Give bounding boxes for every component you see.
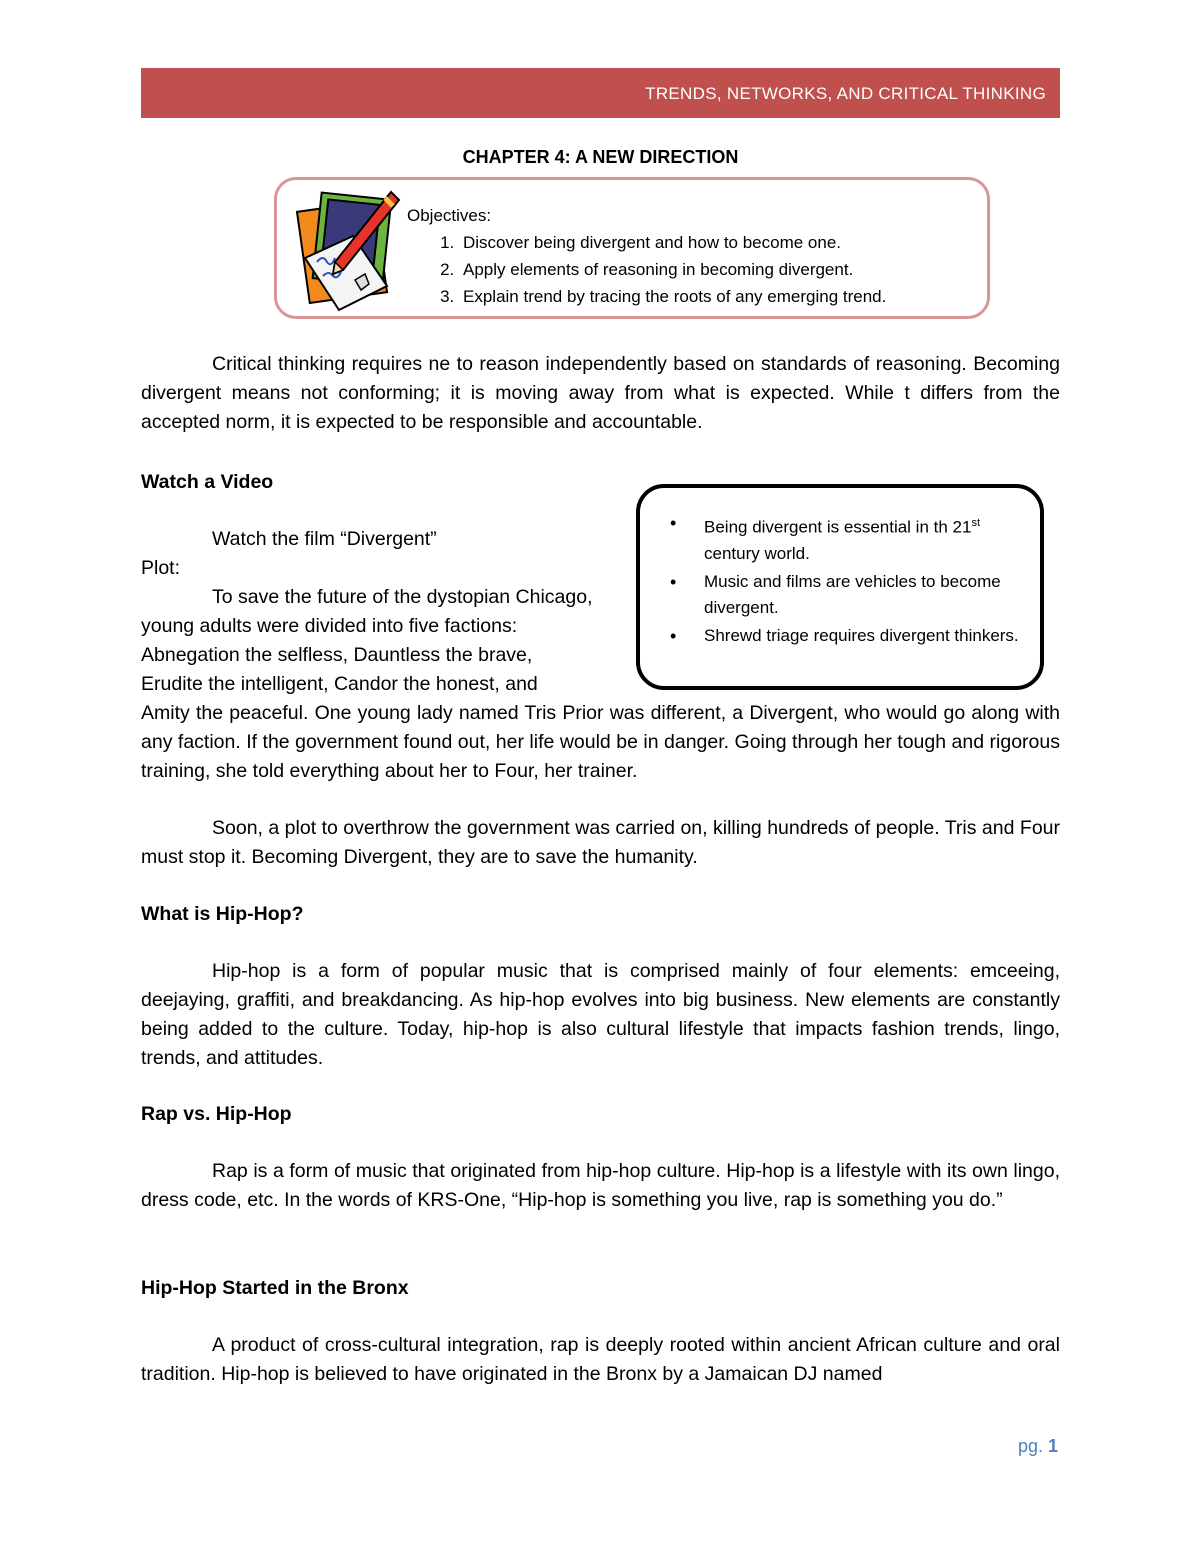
plot-line: Erudite the intelligent, Candor the honest, and: [141, 673, 538, 695]
watch-video-heading: Watch a Video: [141, 471, 274, 493]
key-point-text: Being divergent is essential in th 21: [704, 517, 972, 537]
objective-item: 1. Discover being divergent and how to become one.: [459, 229, 886, 256]
key-point-item: [704, 569, 1024, 621]
page-prefix: pg.: [1017, 1436, 1043, 1456]
page-number-value: 1: [1047, 1436, 1058, 1456]
key-point-text: Shrewd triage requires divergent thinkers.: [704, 625, 1019, 645]
superscript: st: [971, 517, 981, 529]
objectives-label: Objectives:: [407, 206, 492, 225]
pencil-paper-icon: [295, 188, 405, 313]
video-instruction: Watch the film “Divergent”: [212, 528, 437, 550]
objectives-list: [407, 229, 886, 310]
hiphop-paragraph: Hip-hop is a form of popular music that is comprised mainly of four elements: emceeing, deejaying, graffiti, and breakdancing. As hip-hop evolves into big business. New elements are constantly being added to the culture. Today, hip-hop is also cultural lifestyle that impacts fashion trends, lingo, trends, and attitudes.: [141, 960, 1060, 1069]
plot-paragraph: Amity the peaceful. One young lady named Tris Prior was different, a Divergent, who would go along with any faction. If the government found out, her life would be in danger. Going through her tough and rigorous training, she told everything about her to Four, her trainer.: [141, 702, 1060, 782]
key-point-item: [704, 510, 1024, 567]
objective-item: 3. Explain trend by tracing the roots of any emerging trend.: [459, 283, 886, 310]
page-number: [1018, 1436, 1058, 1457]
plot-label: Plot:: [141, 557, 181, 579]
objectives-content: [407, 202, 886, 310]
key-point-text: Music and films are vehicles to become divergent.: [704, 571, 1001, 617]
rap-heading: Rap vs. Hip-Hop: [141, 1103, 292, 1125]
plot-ending-paragraph: Soon, a plot to overthrow the government was carried on, killing hundreds of people. Tris and Four must stop it. Becoming Divergent, they are to save the humanity.: [141, 817, 1060, 868]
key-points-list: [704, 510, 1024, 651]
bronx-paragraph: A product of cross-cultural integration, rap is deeply rooted within ancient African culture and oral tradition. Hip-hop is believed to have originated in the Bronx by a Jamaican DJ named: [141, 1334, 1060, 1385]
chapter-title: CHAPTER 4: A NEW DIRECTION: [462, 147, 739, 167]
header-bar: [141, 68, 1060, 118]
plot-line: Abnegation the selfless, Dauntless the brave,: [141, 644, 533, 666]
bronx-heading: Hip-Hop Started in the Bronx: [141, 1277, 409, 1299]
key-point-item: [704, 623, 1024, 649]
intro-paragraph: Critical thinking requires ne to reason independently based on standards of reasoning. Becoming divergent means not conforming; it is moving away from what is expected. While t differs from the accepted norm, it is expected to be responsible and accountable.: [141, 353, 1060, 433]
plot-line: young adults were divided into five factions:: [141, 615, 518, 637]
rap-paragraph: Rap is a form of music that originated from hip-hop culture. Hip-hop is a lifestyle with its own lingo, dress code, etc. In the words of KRS-One, “Hip-hop is something you live, rap is something you do.”: [141, 1160, 1060, 1211]
objectives-box: [274, 177, 990, 319]
key-point-text-end: century world.: [704, 543, 810, 563]
header-title: TRENDS, NETWORKS, AND CRITICAL THINKING: [645, 84, 1046, 103]
plot-line: To save the future of the dystopian Chicago,: [212, 586, 593, 608]
hiphop-heading: What is Hip-Hop?: [141, 903, 304, 925]
key-points-box: [636, 484, 1044, 690]
objective-item: 2. Apply elements of reasoning in becoming divergent.: [459, 256, 886, 283]
